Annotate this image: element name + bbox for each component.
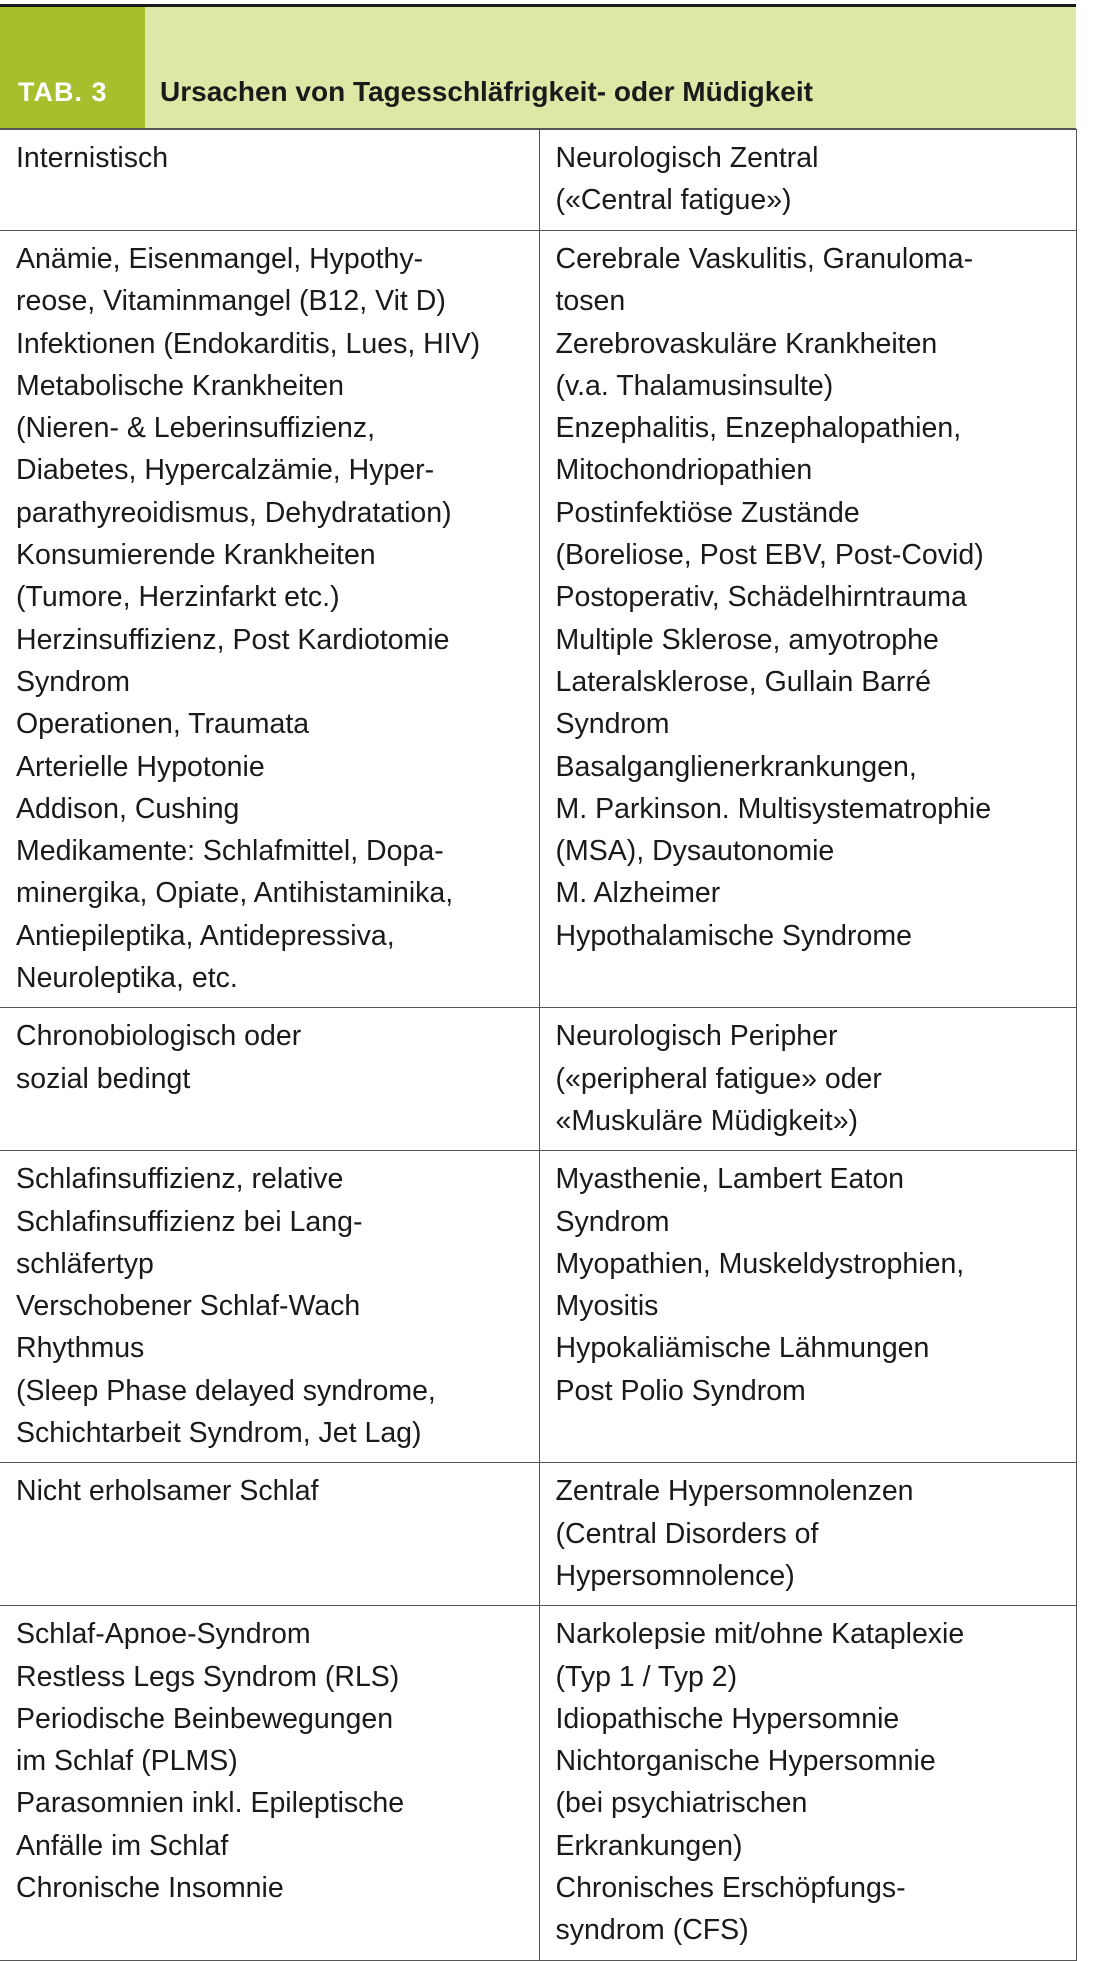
cell-line: Nicht erholsamer Schlaf	[16, 1475, 319, 1508]
cell-line: Arterielle Hypotonie	[16, 750, 265, 783]
table-tag: TAB. 3	[0, 7, 145, 128]
cell-line: M. Parkinson. Multisystematrophie	[555, 792, 992, 825]
cell-right	[539, 1008, 1076, 1151]
cell-line: Antiepileptika, Antidepressiva,	[16, 919, 395, 952]
cell-line: (MSA), Dysautonomie	[555, 835, 835, 868]
cell-line: Schlafinsuffizienz bei Lang-	[16, 1205, 363, 1238]
cell-line: Neurologisch Zentral	[555, 142, 819, 174]
cell-line: Basalganglienerkrankungen,	[555, 750, 917, 783]
cell-line: Addison, Cushing	[16, 792, 240, 825]
cell-line: Postinfektiöse Zustände	[555, 496, 860, 529]
table-row	[0, 1463, 1076, 1606]
cell-line: Postoperativ, Schädelhirntrauma	[555, 581, 967, 614]
cell-line: Post Polio Syndrom	[555, 1374, 806, 1407]
cell-line: tosen	[555, 285, 626, 318]
cell-line: minergika, Opiate, Antihistaminika,	[16, 877, 454, 910]
cell-line: Herzinsuffizienz, Post Kardiotomie	[16, 623, 450, 656]
table-row	[0, 1606, 1076, 1960]
cell-line: Verschobener Schlaf-Wach	[16, 1290, 361, 1323]
cell-right	[539, 1151, 1076, 1463]
cell-left	[0, 1151, 539, 1463]
table-header	[0, 7, 1076, 129]
cell-line: (v.a. Thalamusinsulte)	[555, 369, 834, 402]
causes-grid	[0, 129, 1077, 1961]
cell-line: Schlafinsuffizienz, relative	[16, 1163, 344, 1196]
cell-line: Schlaf-Apnoe-Syndrom	[16, 1618, 311, 1651]
cell-line: Metabolische Krankheiten	[16, 369, 344, 402]
cell-right	[539, 231, 1076, 1008]
cell-left	[0, 231, 539, 1008]
cell-line: Schichtarbeit Syndrom, Jet Lag)	[16, 1417, 422, 1450]
cell-line: Internistisch	[16, 142, 169, 174]
cell-line: Cerebrale Vaskulitis, Granuloma-	[555, 243, 974, 275]
cell-line: Neuroleptika, etc.	[16, 962, 238, 995]
cell-line: Periodische Beinbewegungen	[16, 1702, 394, 1735]
cell-line: schläfertyp	[16, 1247, 154, 1280]
cell-line: Syndrom	[555, 1205, 670, 1238]
cell-line: Multiple Sklerose, amyotrophe	[555, 623, 939, 656]
cell-line: Erkrankungen)	[555, 1829, 743, 1862]
cell-line: (Typ 1 / Typ 2)	[555, 1660, 738, 1693]
cell-line: Parasomnien inkl. Epileptische	[16, 1787, 405, 1820]
cell-line: syndrom (CFS)	[555, 1914, 749, 1947]
cell-line: Nichtorganische Hypersomnie	[555, 1745, 936, 1778]
cell-line: Rhythmus	[16, 1332, 145, 1365]
cell-right	[539, 1463, 1076, 1606]
cell-line: Lateralsklerose, Gullain Barré	[555, 665, 931, 698]
cell-line: (Sleep Phase delayed syndrome,	[16, 1374, 436, 1407]
cell-line: im Schlaf (PLMS)	[16, 1745, 238, 1778]
cell-line: (bei psychiatrischen	[555, 1787, 808, 1820]
cell-line: Syndrom	[16, 665, 131, 698]
cell-line: Medikamente: Schlafmittel, Dopa-	[16, 835, 444, 868]
cell-left	[0, 1463, 539, 1606]
cell-line: parathyreoidismus, Dehydratation)	[16, 496, 452, 529]
cell-line: Restless Legs Syndrom (RLS)	[16, 1660, 400, 1693]
cell-line: «Muskuläre Müdigkeit»)	[555, 1104, 859, 1137]
cell-line: Operationen, Traumata	[16, 708, 310, 741]
cell-right	[539, 130, 1076, 231]
cell-line: Idiopathische Hypersomnie	[555, 1702, 900, 1735]
table-row	[0, 231, 1076, 1008]
cell-line: Hypersomnolence)	[555, 1559, 795, 1592]
cell-line: Konsumierende Krankheiten	[16, 539, 376, 572]
cell-line: Enzephalitis, Enzephalopathien,	[555, 412, 962, 445]
cell-line: Diabetes, Hypercalzämie, Hyper-	[16, 454, 435, 487]
cell-line: Neurologisch Peripher	[555, 1020, 838, 1053]
cell-line: Hypokaliämische Lähmungen	[555, 1332, 930, 1365]
cell-line: Myasthenie, Lambert Eaton	[555, 1163, 905, 1196]
cell-line: Zerebrovaskuläre Krankheiten	[555, 327, 938, 360]
table-row	[0, 130, 1076, 231]
cell-line: M. Alzheimer	[555, 877, 721, 910]
cell-line: Anämie, Eisenmangel, Hypothy-	[16, 243, 424, 275]
cell-line: Zentrale Hypersomnolenzen	[555, 1475, 914, 1508]
cell-line: Infektionen (Endokarditis, Lues, HIV)	[16, 327, 481, 360]
table-row	[0, 1151, 1076, 1463]
causes-table	[0, 4, 1076, 1961]
cell-line: Myopathien, Muskeldystrophien,	[555, 1247, 965, 1280]
cell-line: («peripheral fatigue» oder	[555, 1062, 882, 1095]
cell-line: (Boreliose, Post EBV, Post-Covid)	[555, 539, 984, 572]
cell-line: Chronobiologisch oder	[16, 1020, 302, 1053]
table-row	[0, 1008, 1076, 1151]
cell-line: Chronische Insomnie	[16, 1871, 284, 1904]
cell-line: (Tumore, Herzinfarkt etc.)	[16, 581, 340, 614]
cell-line: Narkolepsie mit/ohne Kataplexie	[555, 1618, 965, 1651]
cell-left	[0, 130, 539, 231]
cell-line: Myositis	[555, 1290, 659, 1323]
cell-line: reose, Vitaminmangel (B12, Vit D)	[16, 285, 446, 318]
cell-left	[0, 1008, 539, 1151]
table-title: Ursachen von Tagesschläfrigkeit- oder Müdigkeit	[160, 76, 813, 107]
cell-line: Syndrom	[555, 708, 670, 741]
cell-line: Anfälle im Schlaf	[16, 1829, 229, 1862]
cell-left	[0, 1606, 539, 1960]
cell-line: Mitochondriopathien	[555, 454, 813, 487]
cell-line: Hypothalamische Syndrome	[555, 919, 912, 952]
cell-line: Chronisches Erschöpfungs-	[555, 1871, 906, 1904]
cell-line: («Central fatigue»)	[555, 184, 792, 217]
cell-right	[539, 1606, 1076, 1960]
cell-line: (Central Disorders of	[555, 1517, 819, 1550]
cell-line: sozial bedingt	[16, 1062, 191, 1095]
cell-line: (Nieren- & Leberinsuffizienz,	[16, 412, 376, 445]
